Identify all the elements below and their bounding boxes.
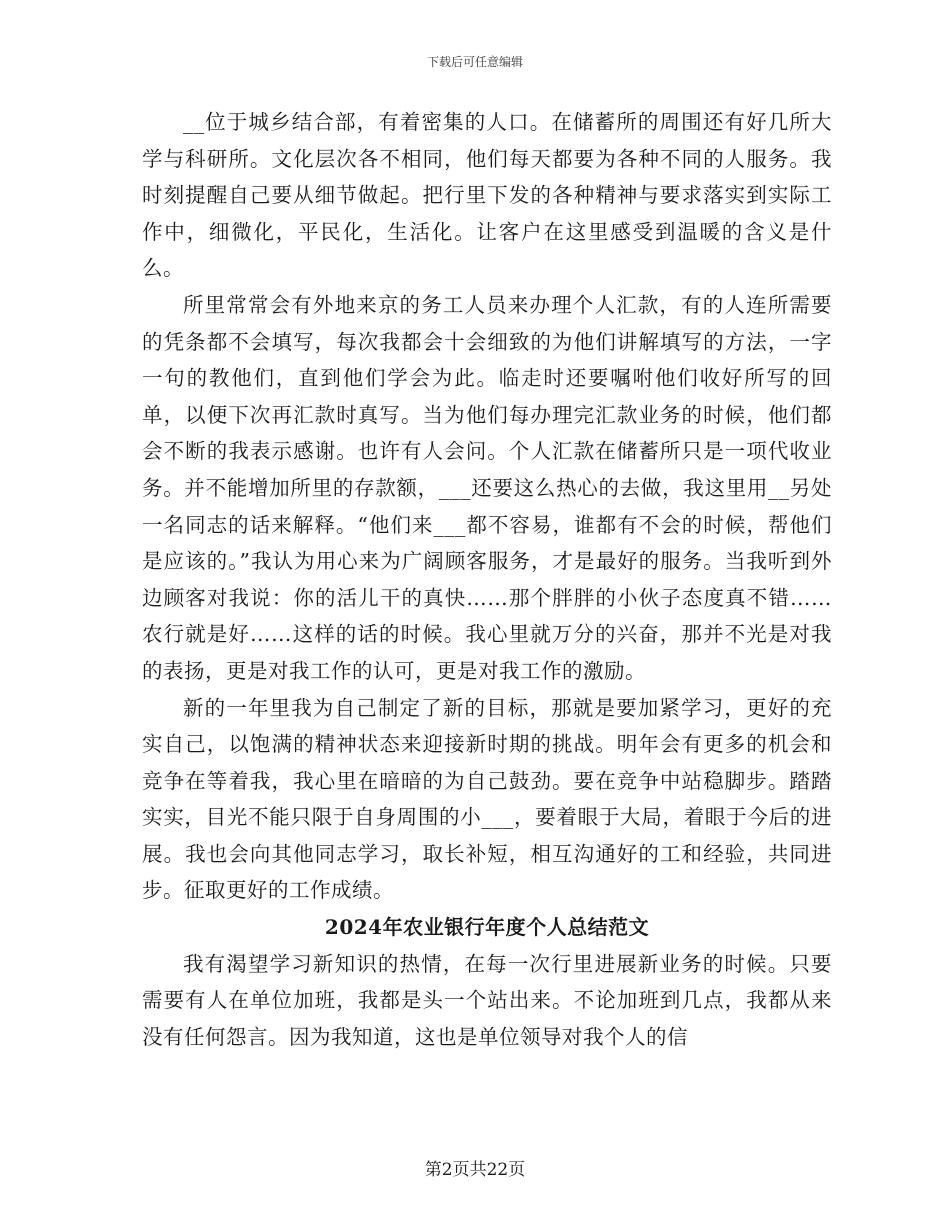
body-paragraph-3: 新的一年里我为自己制定了新的目标，那就是要加紧学习，更好的充实自己，以饱满的精神状态来迎接新时期的挑战。明年会有更多的机会和竞争在等着我，我心里在暗暗的为自己鼓劲。要在竞争中站稳脚步。踏踏实实，目光不能只限于自身周围的小___，要着眼于大局，着眼于今后的进展。我也会向其他同志学习，取长补短，相互沟通好的工和经验，共同进步。征取更好的工作成绩。 bbox=[142, 695, 832, 903]
section-paragraph-1: 我有渴望学习新知识的热情，在每一次行里进展新业务的时候。只要需要有人在单位加班，我都是头一个站出来。不论加班到几点，我都从来没有任何怨言。因为我知道，这也是单位领导对我个人的信 bbox=[142, 951, 832, 1049]
body-paragraph-1: __位于城乡结合部，有着密集的人口。在储蓄所的周围还有好几所大学与科研所。文化层次各不相同，他们每天都要为各种不同的人服务。我时刻提醒自己要从细节做起。把行里下发的各种精神与要求落实到实际工作中，细微化，平民化，生活化。让客户在这里感受到温暖的含义是什么。 bbox=[142, 110, 832, 281]
document-body bbox=[142, 104, 832, 1055]
section-title: 2024年农业银行年度个人总结范文 bbox=[324, 915, 650, 940]
body-paragraph-2: 所里常常会有外地来京的务工人员来办理个人汇款，有的人连所需要的凭条都不会填写，每次我都会十会细致的为他们讲解填写的方法，一字一句的教他们，直到他们学会为此。临走时还要嘱咐他们收好所写的回单，以便下次再汇款时真写。当为他们每办理完汇款业务的时候，他们都会不断的我表示感谢。也许有人会问。个人汇款在储蓄所只是一项代收业务。并不能增加所里的存款额，___还要这么热心的去做，我这里用__另处一名同志的话来解释。“他们来___都不容易，谁都有不会的时候，帮他们是应该的。”我认为用心来为广阔顾客服务，才是最好的服务。当我听到外边顾客对我说：你的活儿干的真快……那个胖胖的小伙子态度真不错……农行就是好……这样的话的时候。我心里就万分的兴奋，那并不光是对我的表扬，更是对我工作的认可，更是对我工作的激励。 bbox=[142, 292, 832, 683]
page-header-note: 下载后可任意编辑 bbox=[426, 55, 523, 69]
page-number: 第2页共22页 bbox=[424, 1160, 526, 1180]
